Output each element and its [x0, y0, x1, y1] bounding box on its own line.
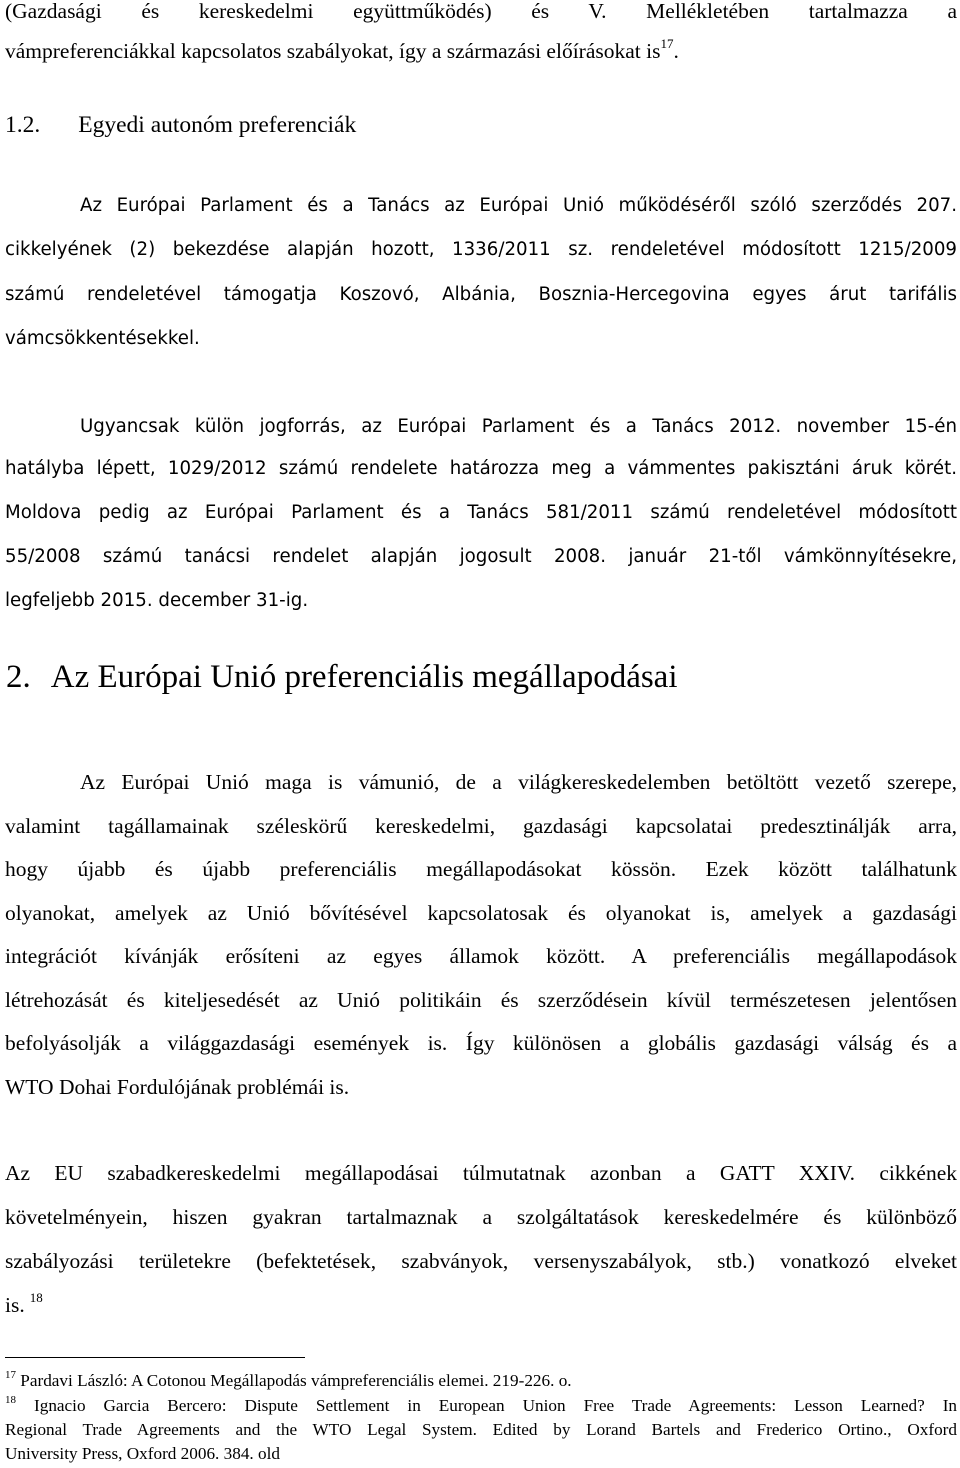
- s12-p1-line-2: cikkelyének (2) bekezdése alapján hozott, 1336/2011 sz. rendeletével módosított 1215/2009: [5, 239, 957, 260]
- intro-line-2: [5, 36, 957, 63]
- intro-line-1: (Gazdasági és kereskedelmi együttműködés) és V. Mellékletében tartalmazza a: [5, 0, 957, 23]
- s2-p2-line-2: követelményein, hiszen gyakran tartalmaznak a szolgáltatások kereskedelmére és különböző: [5, 1205, 957, 1229]
- s2-p1-line-7: befolyásolják a világgazdasági események is. Így különösen a globális gazdasági válság és a: [5, 1031, 957, 1055]
- footnote-17: [5, 1371, 957, 1391]
- s12-p2-line-4: 55/2008 számú tanácsi rendelet alapján jogosult 2008. január 21-től vámkönnyítésekre,: [5, 546, 957, 567]
- footnote-18-line-2: Regional Trade Agreements and the WTO Legal System. Edited by Lorand Bartels and Frederico Ortino., Oxford: [5, 1420, 957, 1439]
- intro-line-2-end: .: [673, 39, 679, 63]
- intro-line-2-text: vámpreferenciákkal kapcsolatos szabályokat, így a származási előírásokat is: [5, 39, 661, 63]
- s2-p1-line-1: Az Európai Unió maga is vámunió, de a világkereskedelemben betöltött vezető szerepe,: [80, 770, 957, 794]
- footnote-ref-18[interactable]: 18: [29, 1290, 43, 1305]
- s2-p2-line-4: [5, 1290, 957, 1317]
- section-1-2-heading: [5, 112, 356, 138]
- s12-p1-line-3: számú rendeletével támogatja Koszovó, Albánia, Bosznia-Hercegovina egyes árut tarifális: [5, 284, 957, 305]
- section-2-heading: [6, 658, 678, 696]
- s2-p1-line-5: integrációt kívánják erősíteni az egyes államok között. A preferenciális megállapodások: [5, 944, 957, 968]
- footnote-17-text: Pardavi László: A Cotonou Megállapodás vámpreferenciális elemei. 219-226. o.: [20, 1371, 572, 1390]
- s2-p2-line-1: Az EU szabadkereskedelmi megállapodásai túlmutatnak azonban a GATT XXIV. cikkének: [5, 1161, 957, 1185]
- footnote-separator: [5, 1357, 305, 1358]
- s12-p1-line-1: Az Európai Parlament és a Tanács az Európai Unió működéséről szóló szerződés 207.: [80, 195, 957, 216]
- section-2-number: 2.: [6, 659, 31, 695]
- s2-p2-line-3: szabályozási területekre (befektetések, szabványok, versenyszabályok, stb.) vonatkozó elveket: [5, 1249, 957, 1273]
- s2-p1-line-3: hogy újabb és újabb preferenciális megállapodásokat kössön. Ezek között találhatunk: [5, 857, 957, 881]
- footnote-17-number: 17: [5, 1369, 16, 1381]
- footnote-18-line-1: [5, 1396, 957, 1416]
- s12-p2-line-5: legfeljebb 2015. december 31-ig.: [5, 590, 309, 611]
- footnote-18-text-1: Ignacio Garcia Bercero: Dispute Settlement in European Union Free Trade Agreements: Lesson Learned? In: [34, 1396, 958, 1415]
- s2-p1-line-2: valamint tagállamainak széleskörű kereskedelmi, gazdasági kapcsolatai predesztinálják arra,: [5, 814, 957, 838]
- section-1-2-title: Egyedi autonóm preferenciák: [78, 112, 357, 138]
- section-1-2-number: 1.2.: [5, 112, 41, 138]
- s12-p2-line-1: Ugyancsak külön jogforrás, az Európai Parlament és a Tanács 2012. november 15-én: [80, 416, 957, 437]
- s2-p1-line-4: olyanokat, amelyek az Unió bővítésével kapcsolatosak és olyanokat is, amelyek a gazdasági: [5, 901, 957, 925]
- s2-p1-line-6: létrehozását és kiteljesedését az Unió politikáin és szerződésein kívül természetesen jelentősen: [5, 988, 957, 1012]
- s2-p2-line-4-text: is.: [5, 1293, 25, 1317]
- footnote-18-line-3: University Press, Oxford 2006. 384. old: [5, 1444, 280, 1463]
- footnote-ref-17[interactable]: 17: [660, 36, 674, 51]
- s12-p2-line-2: hatályba lépett, 1029/2012 számú rendelete határozza meg a vámmentes pakisztáni áruk körét.: [5, 458, 957, 479]
- footnote-18-number: 18: [5, 1394, 16, 1406]
- s12-p1-line-4: vámcsökkentésekkel.: [5, 328, 200, 349]
- s2-p1-line-8: WTO Dohai Fordulójának problémái is.: [5, 1075, 350, 1099]
- section-2-title: Az Európai Unió preferenciális megállapodásai: [50, 659, 678, 695]
- s12-p2-line-3: Moldova pedig az Európai Parlament és a Tanács 581/2011 számú rendeletével módosított: [5, 502, 957, 523]
